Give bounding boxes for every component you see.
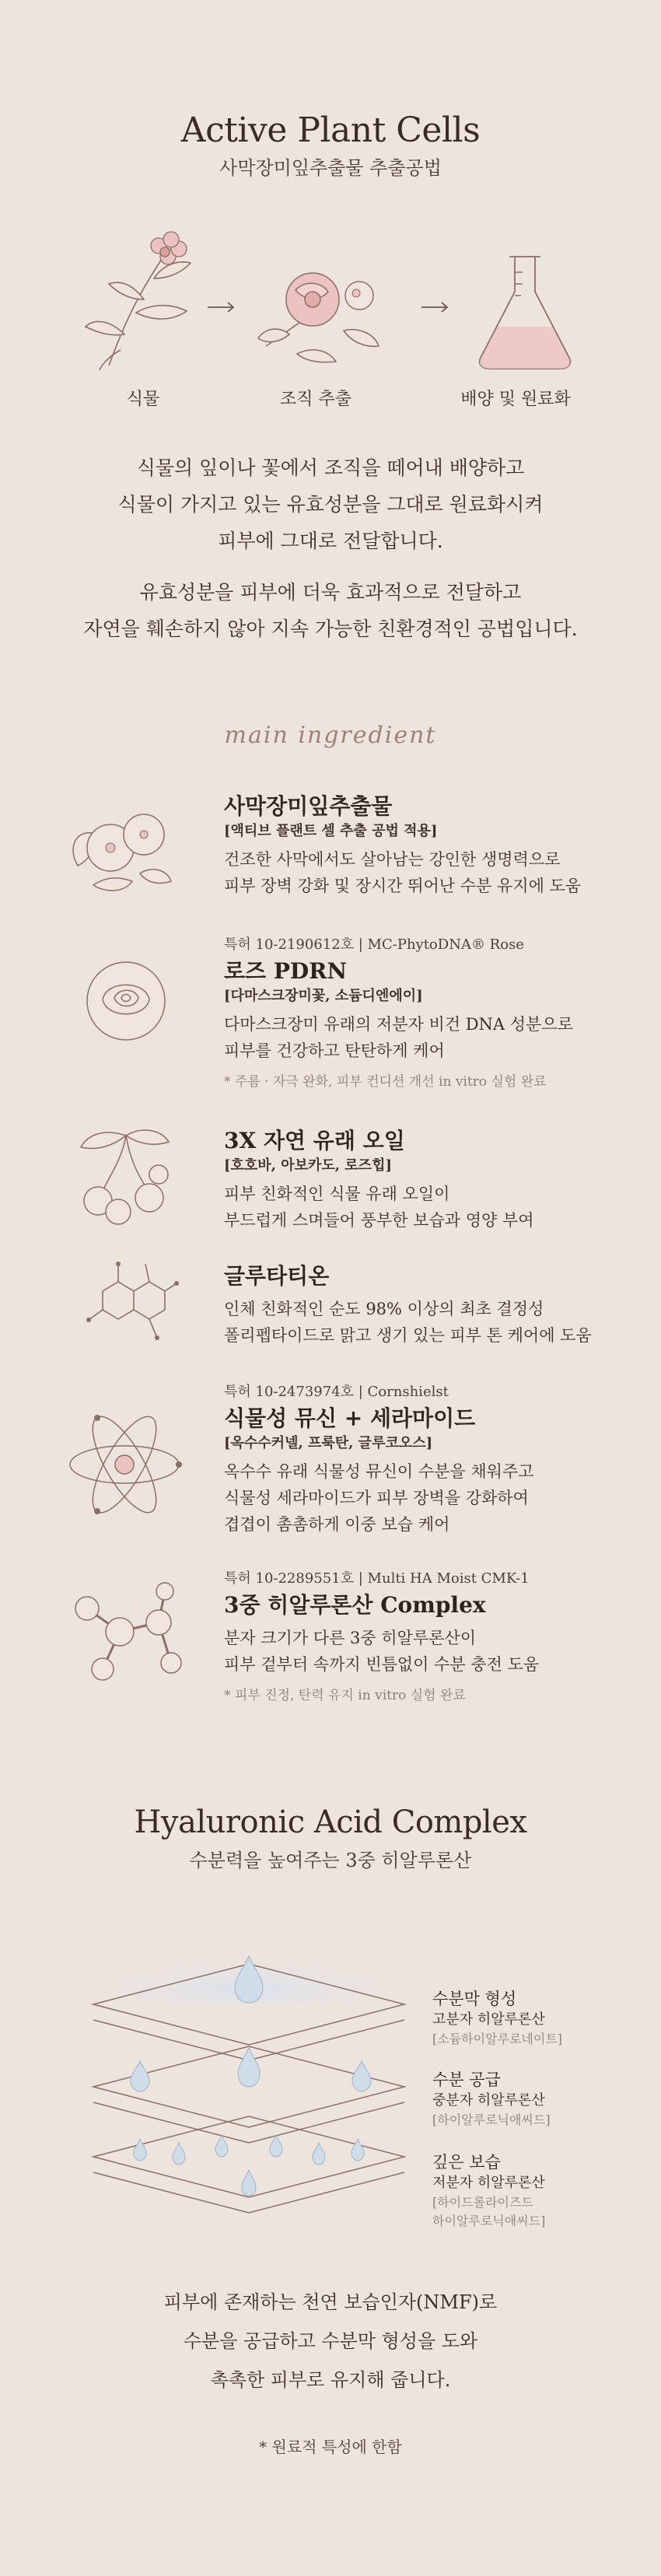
skin-layer-diagram <box>62 1909 435 2236</box>
arrow-right-icon <box>420 299 451 315</box>
flower-tissue-icon <box>243 253 390 369</box>
ingredient-item <box>224 1126 644 1234</box>
ingredient-desc: 분자 크기가 다른 3중 히알루론산이 피부 겉부터 속까지 빈틈없이 수분 충전 도움 <box>224 1629 540 1674</box>
layer-label: 수분막 형성 고분자 히알루론산 [소듐하이알루로네이트] <box>432 1990 563 2046</box>
ingredient-item <box>224 1567 644 1703</box>
ingredient-name: 글루타티온 <box>224 1263 330 1289</box>
ingredients-heading: main ingredient <box>224 722 437 749</box>
section-subtitle: 수분력을 높여주는 3중 히알루론산 <box>189 1850 472 1871</box>
footnote: * 원료적 특성에 한함 <box>259 2438 402 2456</box>
ingredient-sub: [액티브 플랜트 셀 추출 공법 적용] <box>224 823 438 839</box>
section-title: Active Plant Cells <box>180 110 481 150</box>
step-label: 조직 추출 <box>279 390 351 409</box>
section-subtitle: 사막장미잎추출물 추출공법 <box>219 157 442 179</box>
ingredient-patent: 특허 10-2289551호 | Multi HA Moist CMK-1 <box>224 1570 530 1587</box>
ingredient-item <box>224 1381 644 1538</box>
ingredient-sub: [호호바, 아보카도, 로즈힙] <box>224 1157 392 1174</box>
step-label: 식물 <box>126 390 160 409</box>
rose-icon <box>72 953 180 1054</box>
ingredient-desc: 옥수수 유래 식물성 뮤신이 수분을 채워주고 식물성 세라마이드가 피부 장벽을 강화하여 겹겹이 촘촘하게 이중 보습 케어 <box>224 1462 534 1534</box>
intro-paragraph: 유효성분을 피부에 더욱 효과적으로 전달하고 자연을 훼손하지 않아 지속 가능한 친환경적인 공법입니다. <box>83 581 578 640</box>
atom-icon <box>62 1406 187 1523</box>
molecule-ring-icon <box>72 1248 180 1357</box>
ingredient-name: 식물성 뮤신 + 세라마이드 <box>224 1405 476 1431</box>
ingredient-desc: 건조한 사막에서도 살아남는 강인한 생명력으로 피부 장벽 강화 및 장시간 뛰어난 수분 유지에 도움 <box>224 850 582 895</box>
ingredient-name: 3X 자연 유래 오일 <box>224 1128 405 1153</box>
ingredient-name: 3중 히알루론산 Complex <box>224 1592 486 1618</box>
footer-paragraph: 피부에 존재하는 천연 보습인자(NMF)로 수분을 공급하고 수분막 형성을 도와 촉촉한 피부로 유지해 줍니다. <box>163 2291 498 2391</box>
plant-branch-icon <box>78 226 218 373</box>
berries-icon <box>72 1120 180 1229</box>
ingredient-item <box>224 1262 644 1349</box>
ingredient-patent: 특허 10-2190612호 | MC-PhytoDNA® Rose <box>224 936 524 953</box>
flask-icon <box>467 249 583 373</box>
ingredient-note: * 피부 진정, 탄력 유지 in vitro 실험 완료 <box>224 1688 466 1703</box>
ingredient-desc: 인체 친화적인 순도 98% 이상의 최초 결정성 폴리펩타이드로 맑고 생기 있는 피부 톤 케어에 도움 <box>224 1300 592 1345</box>
ingredient-name: 사막장미잎추출물 <box>224 793 393 819</box>
layer-label: 수분 공급 중분자 히알루론산 [하이알루로닉애씨드] <box>432 2070 551 2127</box>
step-label: 배양 및 원료화 <box>460 390 571 409</box>
layer-label: 깊은 보습 저분자 히알루론산 [하이드롤라이즈드 하이알루로닉애씨드] <box>432 2153 546 2228</box>
molecule-balls-icon <box>64 1577 188 1694</box>
desert-rose-icon <box>62 792 179 901</box>
ingredient-sub: [다마스크장미꽃, 소듐디엔에이] <box>224 988 423 1004</box>
ingredient-item <box>224 792 644 899</box>
ingredient-desc: 다마스크장미 유래의 저분자 비건 DNA 성분으로 피부를 건강하고 탄탄하게 케어 <box>224 1015 573 1060</box>
ingredient-desc: 피부 친화적인 식물 유래 오일이 부드럽게 스며들어 풍부한 보습과 영양 부여 <box>224 1185 534 1230</box>
ingredient-note: * 주름 · 자극 완화, 피부 컨디션 개선 in vitro 실험 완료 <box>224 1074 547 1090</box>
intro-paragraph: 식물의 잎이나 꽃에서 조직을 떼어내 배양하고 식물이 가지고 있는 유효성분을 그대로 원료화시켜 피부에 그대로 전달합니다. <box>117 457 544 552</box>
section-title: Hyaluronic Acid Complex <box>134 1804 527 1840</box>
ingredient-sub: [옥수수커넬, 프룩탄, 글루코오스] <box>224 1435 433 1451</box>
ingredient-name: 로즈 PDRN <box>224 958 348 984</box>
ingredient-item <box>224 933 644 1090</box>
ingredient-patent: 특허 10-2473974호 | Cornshielst <box>224 1384 449 1400</box>
arrow-right-icon <box>206 299 237 315</box>
